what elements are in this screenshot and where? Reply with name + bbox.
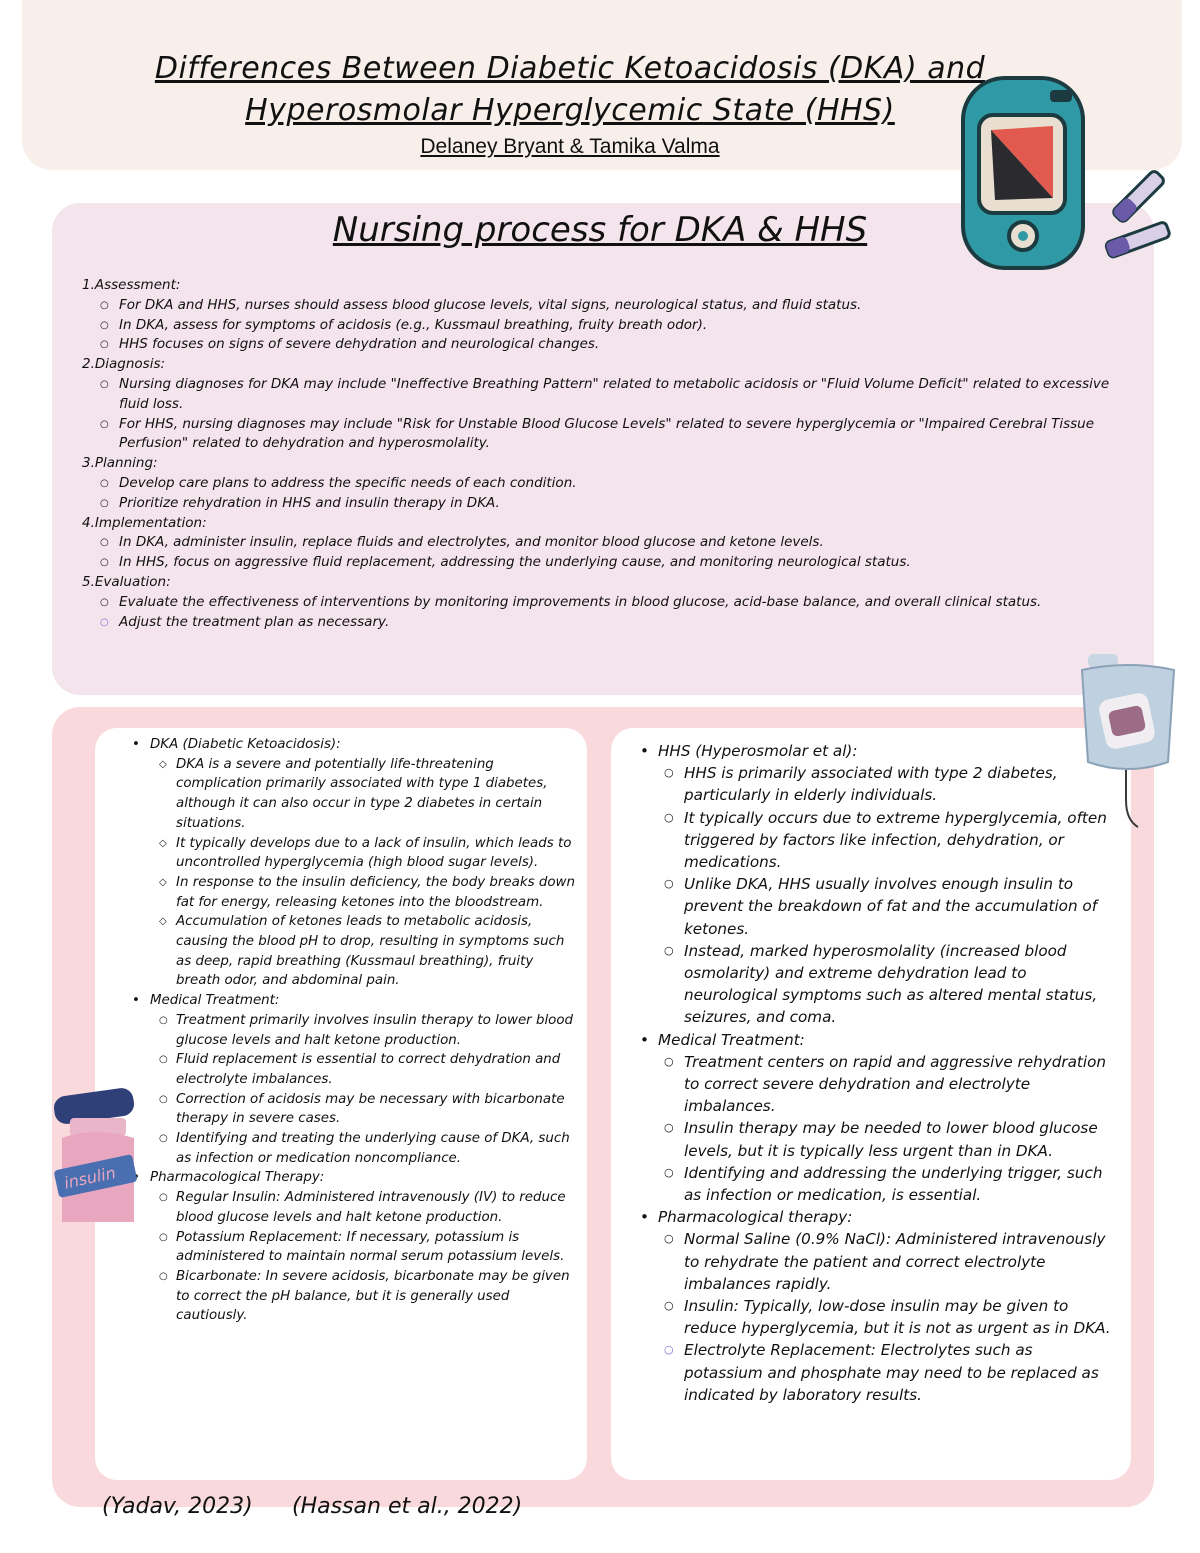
section-heading: DKA (Diabetic Ketoacidosis): <box>150 737 341 752</box>
section-heading: Pharmacological therapy: <box>658 1208 853 1227</box>
section-heading: Pharmacological Therapy: <box>150 1170 325 1186</box>
page-title: Differences Between Diabetic Ketoacidosis (DKA) and Hyperosmolar Hyperglycemic State (HHS) <box>154 51 986 128</box>
list-item: ○ Develop care plans to address the specific needs of each condition. <box>119 474 1122 494</box>
nursing-step <box>82 573 1122 632</box>
list-item: ◇ Accumulation of ketones leads to metabolic acidosis, causing the blood pH to drop, resulting in symptoms such as deep, rapid breathing (Kussmaul breathing), fruity breath odor, and abdominal pain. <box>176 912 577 991</box>
list-item: ○ Electrolyte Replacement: Electrolytes such as potassium and phosphate may need to be replaced as indicated by laboratory results. <box>684 1339 1115 1406</box>
dka-section <box>132 735 577 991</box>
section-heading: HHS (Hyperosmolar et al): <box>658 742 858 760</box>
step-heading: 5.Evaluation: <box>82 573 171 590</box>
nursing-process-title: Nursing process for DKA & HHS <box>332 210 868 250</box>
list-item: ○ Regular Insulin: Administered intravenously (IV) to reduce blood glucose levels and halt ketone production. <box>176 1188 577 1227</box>
list-item: ◇ In response to the insulin deficiency, the body breaks down fat for energy, releasing ketones into the bloodstream. <box>176 873 577 912</box>
step-heading: 4.Implementation: <box>82 514 207 531</box>
list-item: ○ Treatment centers on rapid and aggressive rehydration to correct severe dehydration and electrolyte imbalances. <box>684 1051 1115 1118</box>
list-item: ○ Prioritize rehydration in HHS and insulin therapy in DKA. <box>119 494 1122 514</box>
list-item: ○ HHS is primarily associated with type 2 diabetes, particularly in elderly individuals. <box>684 762 1115 806</box>
hhs-section <box>640 740 1115 1029</box>
list-item: ○ For HHS, nursing diagnoses may include "Risk for Unstable Blood Glucose Levels" related to severe hyperglycemia or "Impaired Cerebral Tissue Perfusion" related to dehydration and hyperosmolality. <box>119 415 1122 455</box>
step-heading: 2.Diagnosis: <box>82 356 166 373</box>
hhs-list <box>640 740 1115 1406</box>
section-heading: Medical Treatment: <box>150 993 280 1009</box>
list-item: ○ HHS focuses on signs of severe dehydration and neurological changes. <box>119 335 1122 355</box>
list-item: ○ In HHS, focus on aggressive fluid replacement, addressing the underlying cause, and monitoring neurological status. <box>119 553 1122 573</box>
dka-section <box>132 1168 577 1326</box>
list-item: ○ Correction of acidosis may be necessary with bicarbonate therapy in severe cases. <box>176 1090 577 1129</box>
list-item: ○ Adjust the treatment plan as necessary. <box>119 613 1122 633</box>
svg-text:insulin: insulin <box>62 1163 118 1193</box>
step-heading: 3.Planning: <box>82 455 158 472</box>
nursing-step <box>82 514 1122 573</box>
list-item: ○ Unlike DKA, HHS usually involves enough insulin to prevent the breakdown of fat and the accumulation of ketones. <box>684 873 1115 940</box>
list-item: ○ Evaluate the effectiveness of interventions by monitoring improvements in blood glucose, acid-base balance, and overall clinical status. <box>119 593 1122 613</box>
insulin-vial-icon <box>52 1082 142 1227</box>
list-item: ○ Normal Saline (0.9% NaCl): Administered intravenously to rehydrate the patient and correct electrolyte imbalances rapidly. <box>684 1228 1115 1295</box>
list-item: ○ In DKA, assess for symptoms of acidosis (e.g., Kussmaul breathing, fruity breath odor). <box>119 316 1122 336</box>
hhs-section <box>640 1029 1115 1207</box>
step-heading: 1.Assessment: <box>82 277 181 293</box>
iv-bag-icon <box>1068 652 1184 832</box>
nursing-step <box>82 454 1122 513</box>
section-heading: Medical Treatment: <box>658 1030 805 1049</box>
list-item: ○ Bicarbonate: In severe acidosis, bicarbonate may be given to correct the pH balance, but it is generally used cautiously. <box>176 1267 577 1326</box>
list-item: ○ Insulin therapy may be needed to lower blood glucose levels, but it is typically less urgent than in DKA. <box>684 1117 1115 1161</box>
list-item: ○ In DKA, administer insulin, replace fluids and electrolytes, and monitor blood glucose and ketone levels. <box>119 533 1122 553</box>
list-item: ◇ DKA is a severe and potentially life-threatening complication primarily associated with type 1 diabetes, although it can also occur in type 2 diabetes in certain situations. <box>176 755 577 834</box>
list-item: ○ For DKA and HHS, nurses should assess blood glucose levels, vital signs, neurological status, and fluid status. <box>119 296 1122 316</box>
citation-yadav: (Yadav, 2023) <box>102 1494 253 1519</box>
nursing-process-list <box>82 276 1122 632</box>
list-item: ○ It typically occurs due to extreme hyperglycemia, often triggered by factors like infection, dehydration, or medications. <box>684 807 1115 874</box>
glucose-meter-icon <box>955 70 1090 275</box>
dka-section <box>132 991 577 1168</box>
citation-hassan: (Hassan et al., 2022) <box>292 1494 523 1519</box>
list-item: ○ Nursing diagnoses for DKA may include "Ineffective Breathing Pattern" related to metabolic acidosis or "Fluid Volume Deficit" related to excessive fluid loss. <box>119 375 1122 415</box>
nursing-step <box>82 355 1122 454</box>
list-item: ○ Treatment primarily involves insulin therapy to lower blood glucose levels and halt ketone production. <box>176 1011 577 1050</box>
list-item: ○ Identifying and treating the underlying cause of DKA, such as infection or medication noncompliance. <box>176 1129 577 1168</box>
test-strips-icon <box>1098 165 1183 260</box>
list-item: ○ Potassium Replacement: If necessary, potassium is administered to maintain normal serum potassium levels. <box>176 1228 577 1267</box>
dka-list <box>132 735 577 1326</box>
list-item: ◇ It typically develops due to a lack of insulin, which leads to uncontrolled hyperglycemia (high blood sugar levels). <box>176 834 577 873</box>
hhs-section <box>640 1206 1115 1406</box>
list-item: ○ Instead, marked hyperosmolality (increased blood osmolarity) and extreme dehydration lead to neurological symptoms such as altered mental status, seizures, and coma. <box>684 940 1115 1029</box>
list-item: ○ Insulin: Typically, low-dose insulin may be given to reduce hyperglycemia, but it is not as urgent as in DKA. <box>684 1295 1115 1339</box>
list-item: ○ Fluid replacement is essential to correct dehydration and electrolyte imbalances. <box>176 1050 577 1089</box>
nursing-step <box>82 276 1122 355</box>
list-item: ○ Identifying and addressing the underlying trigger, such as infection or medication, is essential. <box>684 1162 1115 1206</box>
authors: Delaney Bryant & Tamika Valma <box>420 135 720 158</box>
